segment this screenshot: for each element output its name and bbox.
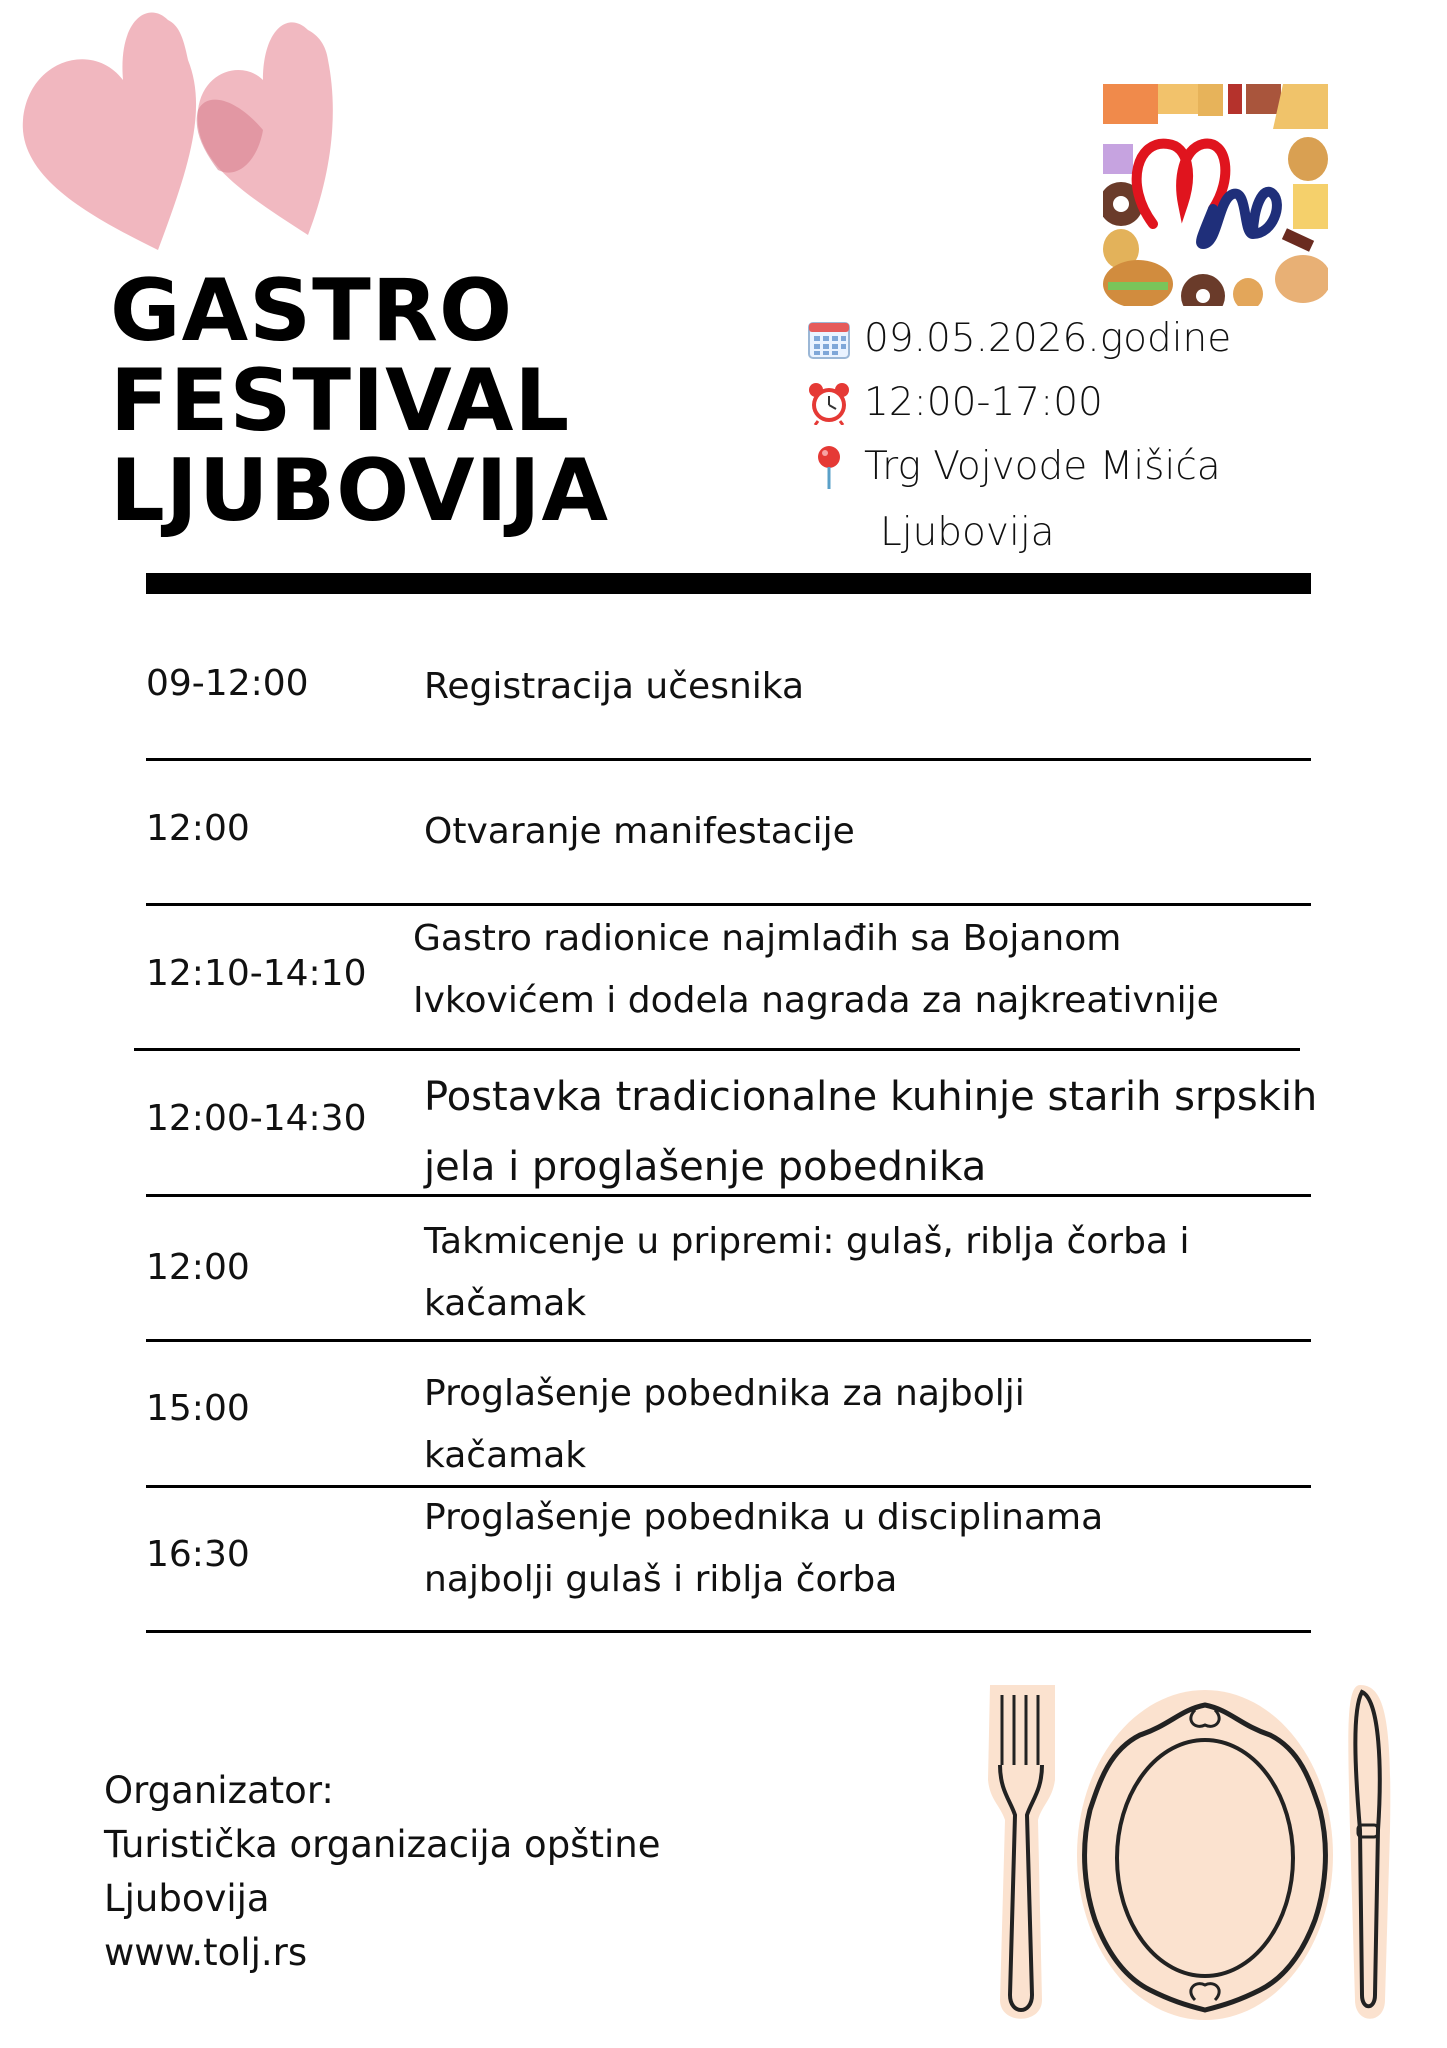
schedule-desc: Registracija učesnika — [424, 666, 805, 707]
row-divider — [146, 758, 1311, 761]
date-info — [806, 314, 1231, 361]
schedule-time: 12:00 — [146, 808, 250, 849]
schedule-desc: Gastro radionice najmlađih sa Bojanom Ivkovićem i dodela nagrada za najkreativnije — [413, 918, 1219, 1021]
plate-icon — [1077, 1690, 1333, 2020]
schedule-time: 16:30 — [146, 1534, 250, 1575]
location-info — [806, 442, 1221, 489]
organizer-label: Organizator: — [104, 1769, 334, 1812]
title-line-1: GASTRO — [110, 261, 514, 361]
schedule-desc: Proglašenje pobednika u disciplinama najbolji gulaš i riblja čorba — [424, 1497, 1104, 1600]
row-divider — [146, 1630, 1311, 1633]
schedule-desc: Otvaranje manifestacije — [424, 811, 855, 852]
calendar-icon — [806, 317, 852, 361]
time-text: 12:00-17:00 — [864, 380, 1103, 425]
pushpin-icon — [806, 445, 852, 489]
time-info — [806, 378, 1103, 425]
watercolor-hearts-icon — [8, 0, 348, 250]
title-line-3: LJUBOVIJA — [110, 441, 610, 541]
header-divider — [146, 573, 1311, 594]
row-divider — [146, 1339, 1311, 1342]
schedule-time: 09-12:00 — [146, 663, 309, 704]
plate-cutlery-icon — [980, 1680, 1400, 2030]
knife-icon — [1348, 1685, 1390, 2019]
organizer-place: Ljubovija — [104, 1877, 270, 1920]
schedule-desc: Takmicenje u pripremi: gulaš, riblja čorba i kačamak — [424, 1221, 1190, 1324]
organizer-name: Turistička organizacija opštine — [104, 1823, 661, 1866]
schedule-time: 12:00-14:30 — [146, 1098, 367, 1139]
alarm-clock-icon — [806, 381, 852, 425]
schedule-desc: Postavka tradicionalne kuhinje starih srpskih jela i proglašenje pobednika — [424, 1074, 1318, 1190]
ljubovija-food-logo-icon — [1103, 84, 1328, 306]
schedule-time: 12:10-14:10 — [146, 953, 367, 994]
title-line-2: FESTIVAL — [110, 351, 571, 451]
row-divider — [134, 1048, 1300, 1051]
date-text: 09.05.2026.godine — [864, 316, 1232, 361]
schedule-desc: Proglašenje pobednika za najbolji kačamak — [424, 1373, 1025, 1476]
page-title — [110, 261, 610, 541]
row-divider — [146, 1194, 1311, 1197]
organizer-block — [104, 1764, 660, 1980]
organizer-website-link[interactable]: www.tolj.rs — [104, 1931, 308, 1974]
schedule-time: 15:00 — [146, 1388, 250, 1429]
location-city: Ljubovija — [880, 510, 1055, 555]
location-text: Trg Vojvode Mišića — [864, 444, 1221, 489]
schedule-time: 12:00 — [146, 1247, 250, 1288]
row-divider — [146, 903, 1311, 906]
fork-icon — [988, 1685, 1055, 2019]
